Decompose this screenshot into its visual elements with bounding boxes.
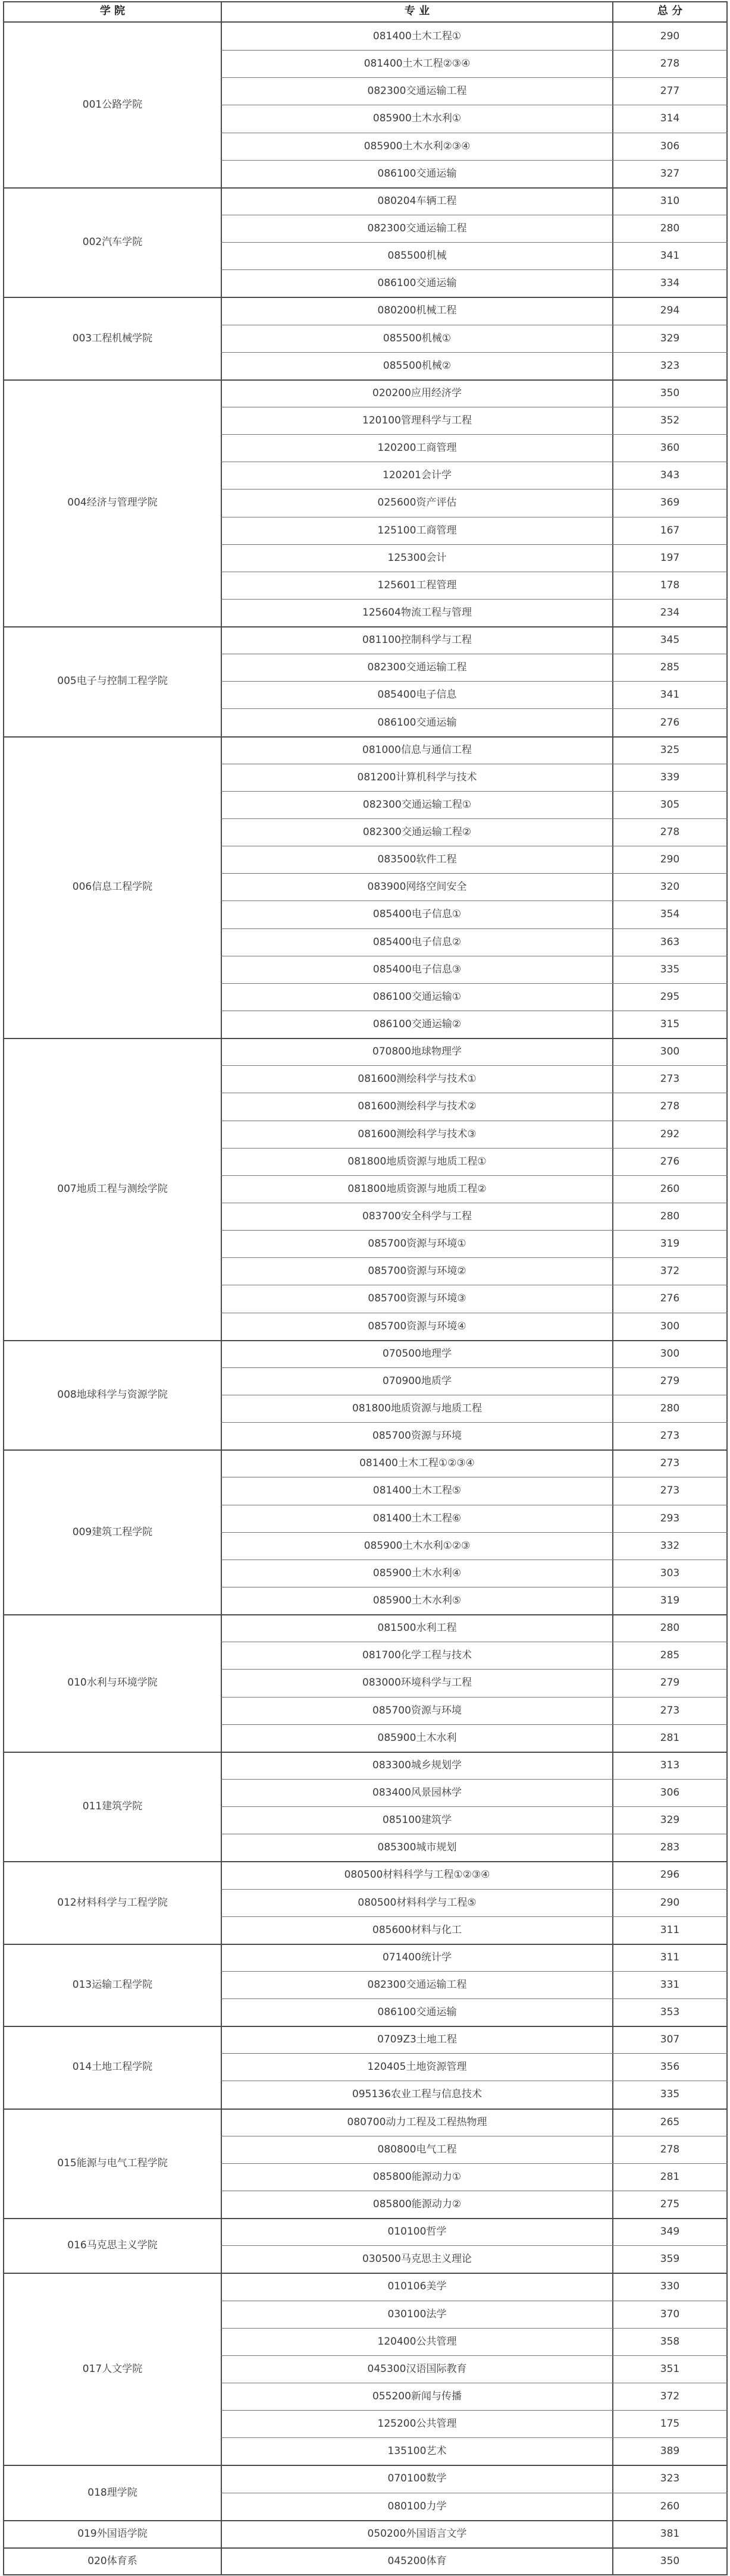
major-cell: 081400土木工程①②③④ xyxy=(359,1457,475,1470)
table-border-right xyxy=(726,1,728,2575)
score-cell: 314 xyxy=(660,112,680,125)
score-cell: 311 xyxy=(660,1951,680,1963)
major-cell: 085100建筑学 xyxy=(383,1814,452,1827)
table-border-top xyxy=(3,1,728,2)
score-cell: 260 xyxy=(660,1182,680,1195)
score-cell: 313 xyxy=(660,1759,680,1771)
score-cell: 311 xyxy=(660,1924,680,1936)
major-cell: 081700化学工程与技术 xyxy=(362,1649,472,1662)
score-cell: 273 xyxy=(660,1485,680,1497)
major-cell: 086100交通运输 xyxy=(377,2006,457,2019)
major-cell: 086100交通运输② xyxy=(372,1018,462,1031)
major-cell: 030100法学 xyxy=(387,2308,447,2320)
college-name: 020体育系 xyxy=(87,2555,137,2567)
major-cell: 083500软件工程 xyxy=(377,854,457,866)
score-cell: 381 xyxy=(660,2527,680,2540)
major-cell: 085900土木水利①②③ xyxy=(364,1539,471,1552)
row-divider xyxy=(221,2053,728,2054)
score-cell: 280 xyxy=(660,1622,680,1634)
major-cell: 125100工商管理 xyxy=(377,524,457,536)
score-cell: 175 xyxy=(660,2418,680,2430)
major-cell: 081100控制科学与工程 xyxy=(362,634,472,647)
score-cell: 275 xyxy=(660,2198,680,2211)
college-name: 011建筑学院 xyxy=(82,1800,143,1813)
major-cell: 120400公共管理 xyxy=(377,2335,457,2348)
row-divider xyxy=(221,983,728,984)
major-cell: 095136农业工程与信息技术 xyxy=(352,2088,482,2101)
row-divider xyxy=(221,1916,728,1917)
major-cell: 081600测绘科学与技术② xyxy=(358,1100,477,1113)
score-cell: 178 xyxy=(660,579,680,591)
row-divider xyxy=(221,681,728,682)
row-divider xyxy=(221,489,728,490)
score-cell: 278 xyxy=(660,58,680,70)
college-name: 003工程机械学院 xyxy=(72,332,153,344)
score-cell: 331 xyxy=(660,1978,680,1991)
score-cell: 279 xyxy=(660,1375,680,1387)
major-cell: 120100管理科学与工程 xyxy=(362,414,472,426)
score-cell: 325 xyxy=(660,743,680,756)
score-cell: 280 xyxy=(660,1402,680,1414)
row-divider xyxy=(221,544,728,545)
score-cell: 303 xyxy=(660,1567,680,1579)
score-cell: 285 xyxy=(660,661,680,674)
score-cell: 372 xyxy=(660,2390,680,2403)
major-cell: 080700动力工程及工程热物理 xyxy=(347,2116,487,2128)
row-divider xyxy=(221,160,728,161)
score-cell: 273 xyxy=(660,1457,680,1470)
major-cell: 085800能源动力② xyxy=(372,2198,462,2211)
row-divider xyxy=(221,1532,728,1533)
score-cell: 319 xyxy=(660,1238,680,1250)
header-major: 专 业 xyxy=(404,5,430,18)
row-divider xyxy=(221,873,728,874)
score-cell: 276 xyxy=(660,1155,680,1168)
major-cell: 085900土木水利②③④ xyxy=(364,140,471,152)
major-cell: 070800地球物理学 xyxy=(372,1046,462,1058)
major-cell: 085700资源与环境① xyxy=(368,1238,466,1250)
college-name: 019外国语学院 xyxy=(77,2527,148,2540)
score-cell: 320 xyxy=(660,881,680,893)
major-cell: 055200新闻与传播 xyxy=(372,2390,462,2403)
major-cell: 082300交通运输工程② xyxy=(362,826,472,839)
score-cell: 356 xyxy=(660,2061,680,2073)
major-cell: 081400土木工程⑤ xyxy=(372,1485,462,1497)
score-cell: 300 xyxy=(660,1046,680,1058)
score-cell: 310 xyxy=(660,194,680,207)
row-divider xyxy=(221,1257,728,1258)
score-cell: 167 xyxy=(660,524,680,536)
score-cell: 372 xyxy=(660,1265,680,1278)
row-divider xyxy=(221,1998,728,1999)
score-cell: 360 xyxy=(660,442,680,454)
major-cell: 120201会计学 xyxy=(383,469,452,482)
major-cell: 080100力学 xyxy=(387,2500,447,2512)
score-cell: 285 xyxy=(660,1649,680,1662)
score-cell: 260 xyxy=(660,2500,680,2512)
major-cell: 081200计算机科学与技术 xyxy=(357,771,477,783)
major-cell: 085700资源与环境② xyxy=(368,1265,466,1278)
major-cell: 085900土木水利④ xyxy=(372,1567,462,1579)
major-cell: 085300城市规划 xyxy=(377,1841,457,1854)
row-divider xyxy=(221,50,728,51)
score-cell: 327 xyxy=(660,167,680,180)
score-cell: 278 xyxy=(660,2143,680,2155)
major-cell: 080500材料科学与工程⑤ xyxy=(358,1896,477,1909)
major-cell: 125200公共管理 xyxy=(377,2418,457,2430)
row-divider xyxy=(221,1148,728,1149)
major-cell: 082300交通运输工程 xyxy=(367,85,467,98)
row-divider xyxy=(221,2410,728,2411)
major-cell: 045200体育 xyxy=(387,2555,447,2567)
row-divider xyxy=(221,269,728,270)
row-divider xyxy=(221,242,728,243)
major-cell: 081800地质资源与地质工程② xyxy=(347,1182,487,1195)
score-cell: 278 xyxy=(660,1100,680,1113)
score-cell: 339 xyxy=(660,771,680,783)
score-cell: 354 xyxy=(660,908,680,921)
major-cell: 050200外国语言文学 xyxy=(367,2527,467,2540)
row-divider xyxy=(221,1669,728,1670)
score-cell: 329 xyxy=(660,1814,680,1827)
major-cell: 080204车辆工程 xyxy=(377,194,457,207)
score-cell: 329 xyxy=(660,332,680,344)
major-cell: 080800电气工程 xyxy=(377,2143,457,2155)
score-cell: 295 xyxy=(660,990,680,1003)
row-divider xyxy=(221,599,728,600)
score-cell: 334 xyxy=(660,277,680,290)
major-cell: 125604物流工程与管理 xyxy=(362,606,472,619)
major-cell: 081600测绘科学与技术③ xyxy=(358,1128,477,1140)
major-cell: 082300交通运输工程 xyxy=(367,222,467,234)
score-cell: 358 xyxy=(660,2335,680,2348)
score-cell: 290 xyxy=(660,30,680,43)
score-cell: 345 xyxy=(660,634,680,647)
score-cell: 353 xyxy=(660,2006,680,2019)
major-cell: 070500地理学 xyxy=(383,1347,452,1360)
score-cell: 350 xyxy=(660,2555,680,2567)
score-cell: 330 xyxy=(660,2280,680,2293)
major-cell: 085500机械① xyxy=(383,332,452,344)
score-cell: 279 xyxy=(660,1677,680,1689)
score-cell: 335 xyxy=(660,2088,680,2101)
major-cell: 0709Z3土地工程 xyxy=(377,2034,457,2046)
row-divider xyxy=(221,2328,728,2329)
row-divider xyxy=(221,1724,728,1725)
score-cell: 306 xyxy=(660,1786,680,1799)
college-name: 016马克思主义学院 xyxy=(67,2239,158,2252)
header-college: 学 院 xyxy=(99,5,126,18)
score-cell: 281 xyxy=(660,2170,680,2183)
major-cell: 125601工程管理 xyxy=(377,579,457,591)
major-cell: 085400电子信息② xyxy=(372,936,462,948)
score-cell: 341 xyxy=(660,250,680,262)
score-cell: 300 xyxy=(660,1320,680,1332)
major-cell: 085500机械 xyxy=(387,250,447,262)
score-cell: 370 xyxy=(660,2308,680,2320)
score-cell: 350 xyxy=(660,387,680,399)
major-cell: 085400电子信息 xyxy=(377,689,457,701)
row-divider xyxy=(221,2163,728,2164)
major-cell: 081400土木工程① xyxy=(372,30,462,43)
row-divider xyxy=(221,1697,728,1698)
major-cell: 085600材料与化工 xyxy=(372,1924,462,1936)
row-divider xyxy=(221,1806,728,1807)
major-cell: 070900地质学 xyxy=(383,1375,452,1387)
score-cell: 332 xyxy=(660,1539,680,1552)
major-cell: 085800能源动力① xyxy=(372,2170,462,2183)
score-cell: 319 xyxy=(660,1594,680,1607)
major-cell: 085500机械② xyxy=(383,359,452,372)
score-cell: 280 xyxy=(660,222,680,234)
major-cell: 083300城乡规划学 xyxy=(372,1759,462,1771)
major-cell: 083000环境科学与工程 xyxy=(362,1677,472,1689)
score-cell: 293 xyxy=(660,1512,680,1524)
score-cell: 197 xyxy=(660,551,680,564)
major-cell: 085900土木水利 xyxy=(377,1731,457,1744)
major-cell: 071400统计学 xyxy=(383,1951,452,1963)
major-cell: 086100交通运输 xyxy=(377,277,457,290)
major-cell: 086100交通运输 xyxy=(377,716,457,729)
score-cell: 369 xyxy=(660,497,680,509)
row-divider xyxy=(221,2245,728,2246)
college-name: 017人文学院 xyxy=(82,2362,143,2375)
major-cell: 085700资源与环境③ xyxy=(368,1292,466,1305)
major-cell: 082300交通运输工程 xyxy=(367,661,467,674)
row-divider xyxy=(221,1889,728,1890)
score-cell: 273 xyxy=(660,1430,680,1442)
major-cell: 085400电子信息① xyxy=(372,908,462,921)
score-cell: 351 xyxy=(660,2362,680,2375)
major-cell: 085700资源与环境④ xyxy=(368,1320,466,1332)
score-cell: 307 xyxy=(660,2034,680,2046)
major-cell: 083700安全科学与工程 xyxy=(362,1210,472,1223)
major-cell: 025600资产评估 xyxy=(377,497,457,509)
major-cell: 086100交通运输 xyxy=(377,167,457,180)
major-cell: 070100数学 xyxy=(387,2473,447,2485)
college-name: 001公路学院 xyxy=(82,99,143,111)
college-name: 007地质工程与测绘学院 xyxy=(57,1182,168,1195)
score-cell: 315 xyxy=(660,1018,680,1031)
score-cell: 273 xyxy=(660,1704,680,1717)
major-cell: 120200工商管理 xyxy=(377,442,457,454)
major-cell: 085400电子信息③ xyxy=(372,963,462,975)
row-divider xyxy=(221,1779,728,1780)
college-name: 010水利与环境学院 xyxy=(67,1677,158,1689)
score-cell: 281 xyxy=(660,1731,680,1744)
major-cell: 080500材料科学与工程①②③④ xyxy=(344,1869,490,1881)
score-cell: 305 xyxy=(660,798,680,811)
header-score: 总 分 xyxy=(657,5,683,18)
score-cell: 335 xyxy=(660,963,680,975)
score-cell: 323 xyxy=(660,2473,680,2485)
row-divider xyxy=(221,1367,728,1368)
major-cell: 085900土木水利⑤ xyxy=(372,1594,462,1607)
major-cell: 082300交通运输工程① xyxy=(362,798,472,811)
college-name: 008地球科学与资源学院 xyxy=(57,1388,168,1401)
score-cell: 352 xyxy=(660,414,680,426)
college-name: 018理学院 xyxy=(87,2486,137,2499)
major-cell: 081800地质资源与地质工程 xyxy=(352,1402,482,1414)
row-divider xyxy=(221,352,728,353)
row-divider xyxy=(221,2355,728,2356)
score-cell: 292 xyxy=(660,1128,680,1140)
major-cell: 081500水利工程 xyxy=(377,1622,457,1634)
score-cell: 359 xyxy=(660,2253,680,2266)
major-cell: 081400土木工程⑥ xyxy=(372,1512,462,1524)
score-cell: 343 xyxy=(660,469,680,482)
major-cell: 135100艺术 xyxy=(387,2445,447,2458)
major-cell: 085900土木水利① xyxy=(372,112,462,125)
score-cell: 323 xyxy=(660,359,680,372)
score-cell: 300 xyxy=(660,1347,680,1360)
major-cell: 020200应用经济学 xyxy=(372,387,462,399)
score-cell: 265 xyxy=(660,2116,680,2128)
score-cell: 277 xyxy=(660,85,680,98)
score-cell: 389 xyxy=(660,2445,680,2458)
major-cell: 080200机械工程 xyxy=(377,305,457,317)
college-name: 009建筑工程学院 xyxy=(72,1526,153,1538)
score-cell: 294 xyxy=(660,305,680,317)
college-name: 002汽车学院 xyxy=(82,236,143,249)
major-cell: 125300会计 xyxy=(387,551,447,564)
college-name: 006信息工程学院 xyxy=(72,881,153,893)
major-cell: 120405土地资源管理 xyxy=(367,2061,467,2073)
major-cell: 010100哲学 xyxy=(387,2226,447,2238)
score-cell: 273 xyxy=(660,1073,680,1085)
row-divider xyxy=(221,928,728,929)
college-name: 004经济与管理学院 xyxy=(67,497,158,509)
major-cell: 030500马克思主义理论 xyxy=(362,2253,472,2266)
major-cell: 081400土木工程②③④ xyxy=(364,58,471,70)
score-cell: 283 xyxy=(660,1841,680,1854)
college-name: 005电子与控制工程学院 xyxy=(57,675,168,688)
score-cell: 290 xyxy=(660,1896,680,1909)
score-cell: 276 xyxy=(660,1292,680,1305)
row-divider xyxy=(221,791,728,792)
score-cell: 276 xyxy=(660,716,680,729)
major-cell: 081000信息与通信工程 xyxy=(362,743,472,756)
score-cell: 363 xyxy=(660,936,680,948)
score-cell: 280 xyxy=(660,1210,680,1223)
major-cell: 086100交通运输① xyxy=(372,990,462,1003)
row-divider xyxy=(221,1971,728,1972)
row-divider xyxy=(221,818,728,819)
college-name: 013运输工程学院 xyxy=(72,1978,153,1991)
row-divider xyxy=(221,1230,728,1231)
college-name: 015能源与电气工程学院 xyxy=(57,2157,168,2169)
score-cell: 306 xyxy=(660,140,680,152)
major-cell: 010106美学 xyxy=(387,2280,447,2293)
score-cell: 349 xyxy=(660,2226,680,2238)
college-name: 012材料科学与工程学院 xyxy=(57,1896,168,1909)
major-cell: 045300汉语国际教育 xyxy=(367,2362,467,2375)
score-cell: 296 xyxy=(660,1869,680,1881)
row-divider xyxy=(221,77,728,78)
major-cell: 082300交通运输工程 xyxy=(367,1978,467,1991)
row-divider xyxy=(221,2437,728,2438)
major-cell: 081600测绘科学与技术① xyxy=(358,1073,477,1085)
score-cell: 290 xyxy=(660,854,680,866)
major-cell: 085700资源与环境 xyxy=(372,1430,462,1442)
row-divider xyxy=(221,1422,728,1423)
row-divider xyxy=(221,1175,728,1176)
row-divider xyxy=(221,434,728,435)
major-cell: 085700资源与环境 xyxy=(372,1704,462,1717)
major-cell: 081800地质资源与地质工程① xyxy=(347,1155,487,1168)
major-cell: 083400风景园林学 xyxy=(372,1786,462,1799)
row-divider xyxy=(221,708,728,709)
major-cell: 083900网络空间安全 xyxy=(367,881,467,893)
college-name: 014土地工程学院 xyxy=(72,2061,153,2073)
score-cell: 234 xyxy=(660,606,680,619)
score-cell: 341 xyxy=(660,689,680,701)
row-divider xyxy=(221,900,728,901)
score-cell: 278 xyxy=(660,826,680,839)
row-divider xyxy=(221,1065,728,1066)
